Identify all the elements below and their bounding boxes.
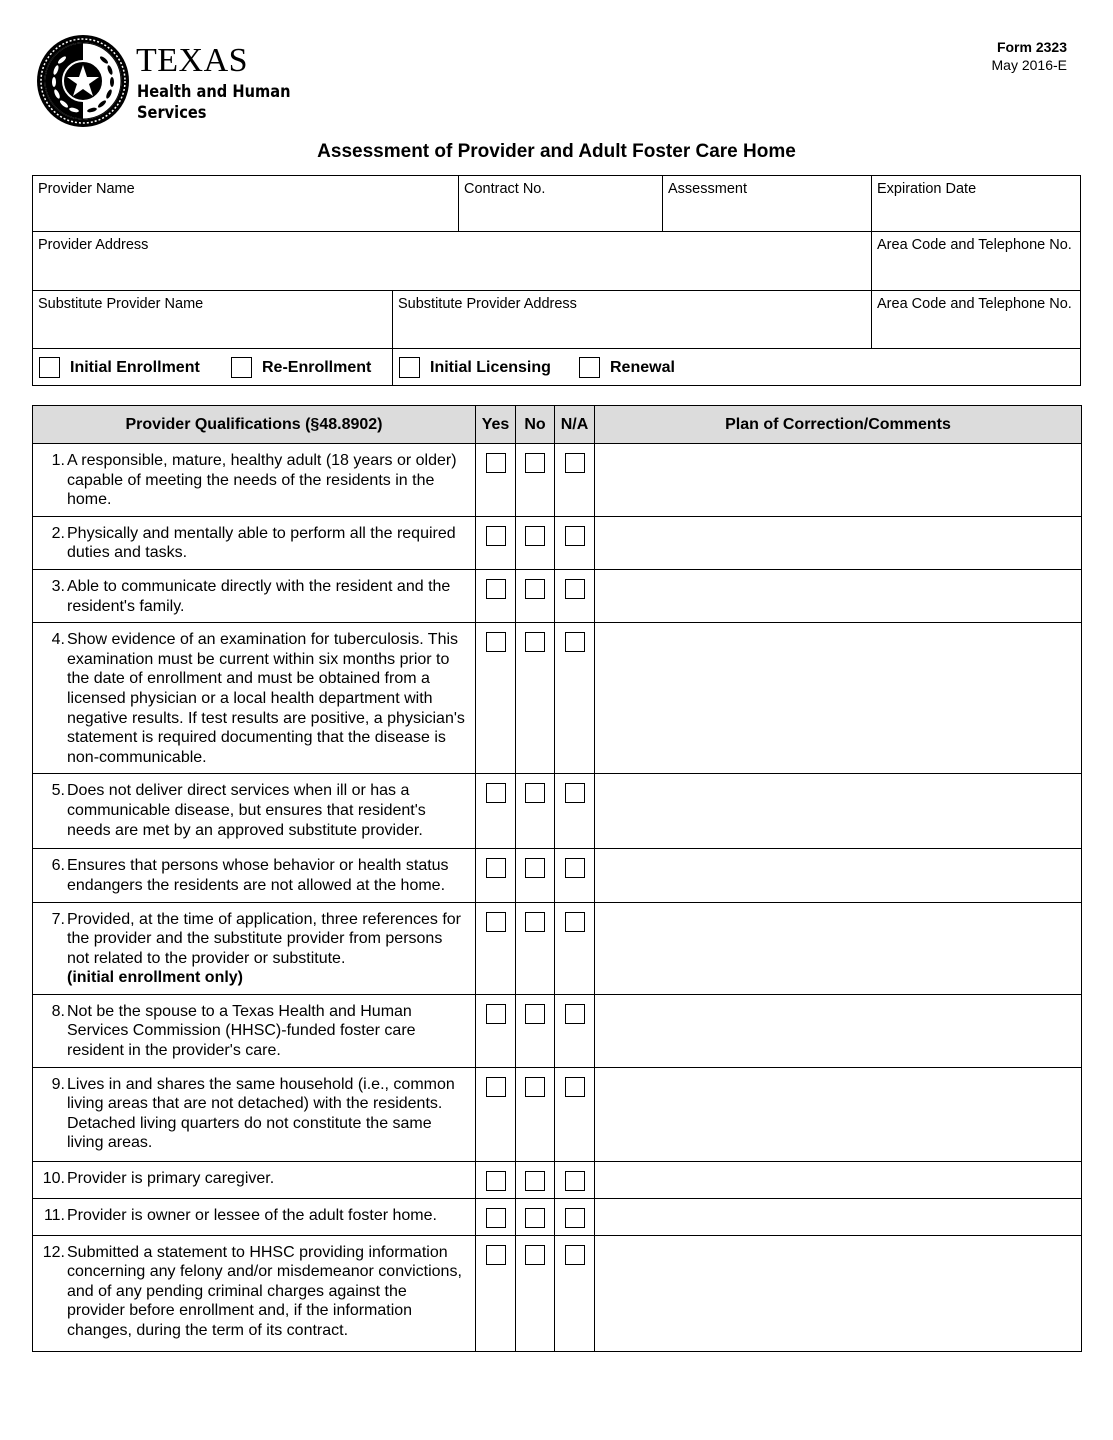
- requirement-item: [33, 1002, 467, 1061]
- requirement-text: [67, 1243, 467, 1341]
- na-checkbox[interactable]: [565, 1208, 585, 1228]
- requirement-number: 7.: [51, 910, 65, 928]
- na-cell: [555, 516, 595, 569]
- requirement-cell: [33, 849, 476, 902]
- requirement-item: [33, 630, 467, 767]
- assessment-label: Assessment: [668, 181, 747, 197]
- na-cell: [555, 774, 595, 849]
- yes-checkbox[interactable]: [486, 526, 506, 546]
- requirement-item: [33, 1243, 467, 1341]
- table-row: [33, 994, 1082, 1067]
- re-enrollment-checkbox[interactable]: [231, 357, 252, 378]
- assessment-field[interactable]: [663, 176, 871, 231]
- na-cell: [555, 1235, 595, 1351]
- requirement-number: 10.: [42, 1169, 65, 1187]
- requirement-text: [67, 451, 467, 510]
- requirement-description: Physically and mentally able to perform all the required duties and tasks.: [67, 524, 456, 562]
- no-cell: [516, 902, 555, 994]
- no-cell: [516, 623, 555, 774]
- yes-cell: [476, 569, 516, 622]
- logo-wordmark: TEXAS: [136, 42, 249, 79]
- no-cell: [516, 1235, 555, 1351]
- comments-field[interactable]: [595, 516, 1082, 569]
- comments-field[interactable]: [595, 569, 1082, 622]
- requirement-text: [67, 856, 467, 895]
- na-cell: [555, 569, 595, 622]
- requirement-cell: [33, 1161, 476, 1198]
- na-checkbox[interactable]: [565, 453, 585, 473]
- requirement-number: 12.: [42, 1243, 65, 1261]
- renewal-label: Renewal: [610, 358, 675, 376]
- substitute-phone-label: Area Code and Telephone No.: [877, 296, 1072, 312]
- na-checkbox[interactable]: [565, 1245, 585, 1265]
- re-enrollment-option[interactable]: [231, 357, 371, 378]
- requirement-item: [33, 1206, 467, 1226]
- no-cell: [516, 1067, 555, 1161]
- initial-enrollment-label: Initial Enrollment: [70, 358, 200, 376]
- expiration-date-field[interactable]: [872, 176, 1080, 231]
- na-checkbox[interactable]: [565, 1004, 585, 1024]
- requirement-number: 8.: [51, 1002, 65, 1020]
- requirement-cell: [33, 623, 476, 774]
- requirement-number: 3.: [51, 577, 65, 595]
- yes-checkbox[interactable]: [486, 579, 506, 599]
- yes-checkbox[interactable]: [486, 1171, 506, 1191]
- requirement-cell: [33, 1235, 476, 1351]
- requirement-cell: [33, 569, 476, 622]
- yes-checkbox[interactable]: [486, 858, 506, 878]
- requirement-number: 2.: [51, 524, 65, 542]
- provider-name-label: Provider Name: [38, 181, 135, 197]
- table-row: [33, 444, 1082, 517]
- table-row: [33, 516, 1082, 569]
- requirement-text: [67, 1075, 467, 1153]
- comments-field[interactable]: [595, 1067, 1082, 1161]
- yes-cell: [476, 516, 516, 569]
- table-row: [33, 1161, 1082, 1198]
- substitute-name-label: Substitute Provider Name: [38, 296, 204, 312]
- table-row: [33, 902, 1082, 994]
- requirement-description: Provided, at the time of application, three references for the provider and the substitute provider from persons not related to the provider or substitute.: [67, 910, 461, 967]
- requirement-description: Show evidence of an examination for tuberculosis. This examination must be current within six months prior to the date of enrollment and must be obtained from a licensed physician or a local health department with negative results. If test results are positive, a physician's statement is required documenting that the disease is non-communicable.: [67, 631, 465, 766]
- yes-checkbox[interactable]: [486, 1245, 506, 1265]
- requirement-item: [33, 577, 467, 616]
- requirement-text: [67, 1169, 467, 1189]
- no-cell: [516, 1161, 555, 1198]
- provider-address-field[interactable]: [33, 232, 871, 290]
- yes-checkbox[interactable]: [486, 453, 506, 473]
- re-enrollment-label: Re-Enrollment: [262, 358, 372, 376]
- column-header-requirement: Provider Qualifications (§48.8902): [33, 406, 476, 444]
- yes-cell: [476, 1161, 516, 1198]
- requirement-cell: [33, 444, 476, 517]
- no-cell: [516, 1198, 555, 1235]
- comments-field[interactable]: [595, 1161, 1082, 1198]
- no-checkbox[interactable]: [525, 579, 545, 599]
- requirement-description: Provider is owner or lessee of the adult foster home.: [67, 1206, 437, 1224]
- yes-cell: [476, 444, 516, 517]
- initial-licensing-option[interactable]: [399, 357, 551, 378]
- yes-cell: [476, 1235, 516, 1351]
- comments-field[interactable]: [595, 1235, 1082, 1351]
- requirement-item: [33, 451, 467, 510]
- no-checkbox[interactable]: [525, 1077, 545, 1097]
- requirement-number: 6.: [51, 857, 65, 875]
- requirement-text: [67, 630, 467, 767]
- requirement-cell: [33, 1198, 476, 1235]
- page-title: Assessment of Provider and Adult Foster Care Home: [317, 141, 796, 162]
- na-cell: [555, 902, 595, 994]
- no-checkbox[interactable]: [525, 783, 545, 803]
- requirement-number: 11.: [43, 1206, 65, 1224]
- contract-no-label: Contract No.: [464, 181, 546, 197]
- requirement-cell: [33, 994, 476, 1067]
- requirement-cell: [33, 1067, 476, 1161]
- yes-cell: [476, 1067, 516, 1161]
- column-header-comments: Plan of Correction/Comments: [595, 406, 1082, 444]
- texas-seal-icon: [36, 34, 130, 128]
- initial-enrollment-checkbox[interactable]: [39, 357, 60, 378]
- substitute-phone-field[interactable]: [872, 291, 1080, 348]
- form-number: Form 2323: [996, 39, 1067, 55]
- no-checkbox[interactable]: [525, 858, 545, 878]
- provider-name-field[interactable]: [33, 176, 458, 231]
- requirement-description: A responsible, mature, healthy adult (18 years or older) capable of meeting the needs of the residents in the home.: [67, 452, 457, 509]
- yes-checkbox[interactable]: [486, 783, 506, 803]
- na-cell: [555, 1161, 595, 1198]
- no-checkbox[interactable]: [525, 1245, 545, 1265]
- comments-field[interactable]: [595, 902, 1082, 994]
- no-checkbox[interactable]: [525, 453, 545, 473]
- substitute-address-field[interactable]: [393, 291, 871, 348]
- na-checkbox[interactable]: [565, 526, 585, 546]
- no-cell: [516, 774, 555, 849]
- requirement-description: Lives in and shares the same household (i.e., common living areas that are not detached) with the residents. Detached living quarters do not constitute the same living areas.: [67, 1075, 455, 1152]
- yes-cell: [476, 902, 516, 994]
- table-row: [33, 849, 1082, 902]
- qualifications-table: [32, 405, 1082, 1352]
- requirement-description: Able to communicate directly with the resident and the resident's family.: [67, 577, 451, 615]
- substitute-name-field[interactable]: [33, 291, 392, 348]
- expiration-date-label: Expiration Date: [877, 181, 977, 197]
- na-checkbox[interactable]: [565, 912, 585, 932]
- contract-no-field[interactable]: [459, 176, 662, 231]
- yes-checkbox[interactable]: [486, 1004, 506, 1024]
- requirement-item: [33, 524, 467, 563]
- requirement-number: 5.: [51, 782, 65, 800]
- yes-cell: [476, 623, 516, 774]
- no-checkbox[interactable]: [525, 632, 545, 652]
- requirement-number: 1.: [51, 452, 65, 469]
- na-cell: [555, 623, 595, 774]
- logo-subtitle-line2: Services: [137, 103, 207, 123]
- form-identifier: [992, 38, 1067, 74]
- comments-field[interactable]: [595, 1198, 1082, 1235]
- na-checkbox[interactable]: [565, 1171, 585, 1191]
- agency-logo: [36, 34, 291, 130]
- no-checkbox[interactable]: [525, 1004, 545, 1024]
- requirement-description: Ensures that persons whose behavior or health status endangers the residents are not allowed at the home.: [67, 857, 449, 894]
- na-checkbox[interactable]: [565, 858, 585, 878]
- yes-checkbox[interactable]: [486, 912, 506, 932]
- requirement-note: (initial enrollment only): [67, 969, 244, 987]
- initial-licensing-checkbox[interactable]: [399, 357, 420, 378]
- comments-field[interactable]: [595, 444, 1082, 517]
- requirement-item: [33, 856, 467, 895]
- table-row: [33, 1067, 1082, 1161]
- no-checkbox[interactable]: [525, 1208, 545, 1228]
- no-checkbox[interactable]: [525, 526, 545, 546]
- na-checkbox[interactable]: [565, 632, 585, 652]
- yes-checkbox[interactable]: [486, 1208, 506, 1228]
- requirement-cell: [33, 902, 476, 994]
- requirement-text: [67, 1206, 467, 1226]
- comments-field[interactable]: [595, 623, 1082, 774]
- divider: [33, 348, 1080, 349]
- comments-field[interactable]: [595, 994, 1082, 1067]
- requirement-text: [67, 781, 467, 840]
- no-cell: [516, 994, 555, 1067]
- yes-cell: [476, 774, 516, 849]
- requirement-number: 9.: [51, 1075, 65, 1093]
- na-cell: [555, 444, 595, 517]
- column-header-no: No: [516, 406, 555, 444]
- table-row: [33, 623, 1082, 774]
- renewal-option[interactable]: [579, 357, 675, 378]
- na-checkbox[interactable]: [565, 783, 585, 803]
- no-cell: [516, 444, 555, 517]
- provider-phone-field[interactable]: [872, 232, 1080, 290]
- yes-cell: [476, 994, 516, 1067]
- requirement-text: [67, 910, 467, 988]
- initial-enrollment-option[interactable]: [39, 357, 200, 378]
- no-checkbox[interactable]: [525, 1171, 545, 1191]
- requirement-item: [33, 1075, 467, 1153]
- comments-field[interactable]: [595, 849, 1082, 902]
- requirement-text: [67, 577, 467, 616]
- column-header-na: N/A: [555, 406, 595, 444]
- no-cell: [516, 516, 555, 569]
- table-row: [33, 1235, 1082, 1351]
- requirement-item: [33, 910, 467, 988]
- requirement-cell: [33, 774, 476, 849]
- requirement-description: Provider is primary caregiver.: [67, 1169, 275, 1187]
- yes-checkbox[interactable]: [486, 632, 506, 652]
- requirement-text: [67, 1002, 467, 1061]
- na-checkbox[interactable]: [565, 579, 585, 599]
- requirement-description: Does not deliver direct services when ill or has a communicable disease, but ensures that resident's needs are met by an approved substitute provider.: [67, 782, 426, 839]
- requirement-item: [33, 781, 467, 840]
- initial-licensing-label: Initial Licensing: [430, 358, 551, 376]
- no-checkbox[interactable]: [525, 912, 545, 932]
- requirement-item: [33, 1169, 467, 1189]
- table-row: [33, 569, 1082, 622]
- requirement-cell: [33, 516, 476, 569]
- provider-address-label: Provider Address: [38, 237, 149, 253]
- na-checkbox[interactable]: [565, 1077, 585, 1097]
- table-row: [33, 1198, 1082, 1235]
- logo-subtitle: [137, 82, 290, 124]
- provider-info-table: [32, 175, 1081, 386]
- requirement-text: [67, 524, 467, 563]
- requirement-description: Submitted a statement to HHSC providing information concerning any felony and/or misdemeanor convictions, and of any pending criminal charges against the provider before enrollment and, if the information changes, during the term of its contract.: [67, 1243, 462, 1340]
- renewal-checkbox[interactable]: [579, 357, 600, 378]
- na-cell: [555, 849, 595, 902]
- requirement-number: 4.: [51, 631, 65, 649]
- substitute-address-label: Substitute Provider Address: [398, 296, 577, 312]
- no-cell: [516, 569, 555, 622]
- yes-cell: [476, 1198, 516, 1235]
- na-cell: [555, 994, 595, 1067]
- provider-phone-label: Area Code and Telephone No.: [877, 237, 1072, 253]
- logo-subtitle-line1: Health and Human: [137, 82, 291, 102]
- no-cell: [516, 849, 555, 902]
- yes-checkbox[interactable]: [486, 1077, 506, 1097]
- comments-field[interactable]: [595, 774, 1082, 849]
- form-revision: May 2016-E: [991, 57, 1067, 73]
- requirement-description: Not be the spouse to a Texas Health and Human Services Commission (HHSC)-funded foster care resident in the provider's care.: [67, 1002, 416, 1060]
- na-cell: [555, 1067, 595, 1161]
- yes-cell: [476, 849, 516, 902]
- na-cell: [555, 1198, 595, 1235]
- table-row: [33, 774, 1082, 849]
- table-header-row: [33, 406, 1082, 444]
- column-header-yes: Yes: [476, 406, 516, 444]
